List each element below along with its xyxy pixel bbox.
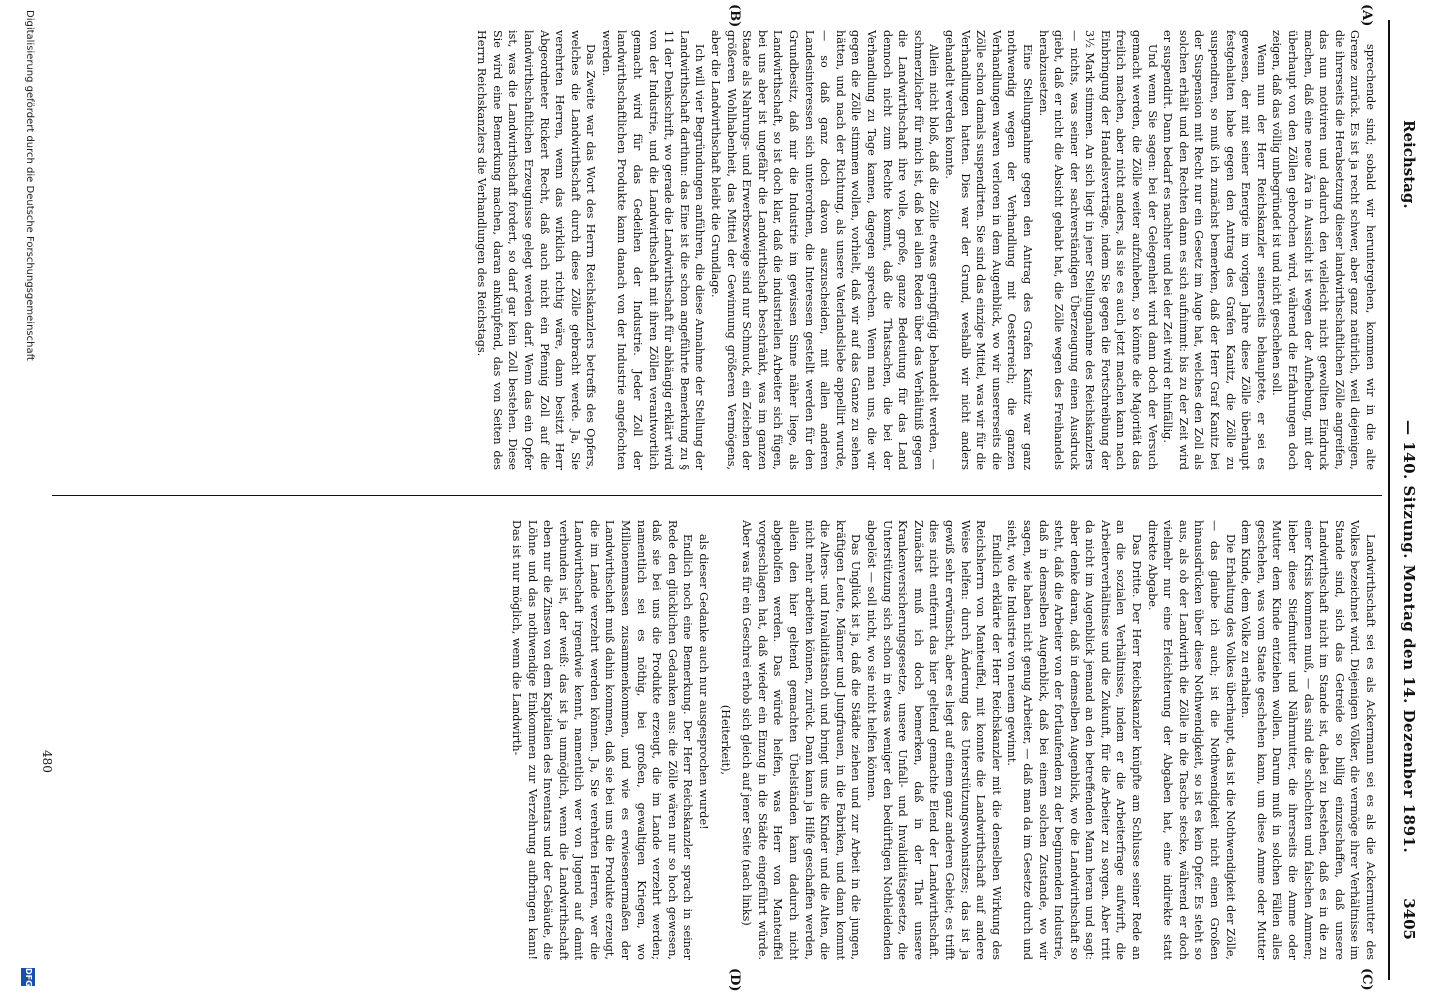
paragraph: Das Dritte. Der Herr Reichskanzler knüpfte am Schlusse seiner Rede an an die sozialen Verhältnisse, indem er die Arbeiterfrage aufwirft, die Arbeiterverhältnisse und die Zukunft, für die Arbeiter zu sorgen. Aber tritt da nicht im Augenblick jemand an den betreffenden Mann heran und sagt: aber denke daran, daß in demselben Augenblick, wo die Landwirthschaft so steht, daß die Arbeiter von der fortlaufenden zu der beginnenden Industrie, daß in demselben Augenblick, daß bei einem solchen Zustande, wo wir sagen, wie haben nicht genug Arbeiter, — daß man da im Gesetze durch und sieht, wo die Industrie von neuem gewinnt. [1005,520,1144,960]
margin-marker-d: (D) [727,968,742,992]
margin-marker-c: (C) [1359,968,1374,991]
paragraph: sprechende sind; sobald wir heruntergehen, kommen wir in die alte Grenze zurück. Es ist ja recht schwer, aber ganz natürlich, weil diejenigen, die ihrerseits die Herabsetzung dieser landwirthschaftlichen Zölle angreifen, das nun motiviren und dadurch den vielleicht nicht gewollten Eindruck machen, daß eine neue Ära in Aussicht ist wegen der Aufhebung, mit der überhaupt von den Zöllen gebrochen wird, während die Erfahrungen doch zeigen, daß das völlig unbegründet ist und nicht geschehen soll. [1270,30,1377,470]
margin-marker-b: (B) [727,4,742,28]
right-text-column [18,520,1378,960]
header-session-date: — 140. Sitzung. Montag den 14. Dezember 1891. [1400,420,1418,854]
paragraph: Das Unglück ist ja, daß die Städte ziehen und zur Arbeit in die jungen, kräftigen Leute, Männer und Jungfrauen, in die Fabriken, und dann kommt die Alters- und Invaliditätsnoth und bringt uns die Kinder und die Alten, die nicht mehr arbeiten können, zurück. Dann kann ja Hilfe geschaffen werden, allein den hier geltend gemachten Übelständen kann dadurch nicht abgeholfen werden. Das würde helfen, was Herr von Manteuffel vorgeschlagen hat, daß wieder ein Einzug in die Städte eingeführt würde. Aber was für ein Geschrei erhob sich gleich auf jener Seite (nach links) [740,520,863,960]
dfg-logo-icon: DFG [21,968,35,986]
paragraph: Die Erhaltung des Volkes überhaupt, das ist die Nothwendigkeit der Zölle, — das glaube ich auch; ist die Nothwendigkeit nicht einen Großen hinausdrücken über diese Nothwendigkeit, so ist es kein Opfer. Es steht so aus, als ob der Landwirth die Zölle in die Tasche stecke, während er doch vielmehr nur eine Erleichterung der Abgaben hat, eine indirekte statt direkte Abgabe. [1145,520,1237,960]
digitization-note: Digitalisierung gefördert durch die Deutsche Forschungsgemeinschaft [24,10,35,361]
paragraph: Das Zweite war das Wort des Herrn Reichskanzlers betreffs des Opfers, welches die Landwirthschaft durch diese Zölle gebracht werde. Ja, Sie verehrten Herren, wenn das wirklich richtig wäre, dann besitzt Herr Abgeordneter Rickert Recht, daß auch nicht ein Pfennig Zoll auf die landwirthschaftlichen Erzeugnisse gelegt werden darf. Wenn das ein Opfer ist, was die Landwirthschaft fordert, so darf gar kein Zoll bestehen. Diese Sie wird eine Bemerkung machen, daran anknüpfend, das von Seiten des Herrn Reichskanzlers die Verhandlungen des Reichstags. [475,30,598,470]
paragraph: Endlich noch eine Bemerkung. Der Herr Reichskanzler sprach in seiner Rede den glücklichen Gedanken aus: die Zölle wären nur so hoch gewesen, daß sie bei uns die Produkte erzeugt, die im Lande verzehrt werden; namentlich sei es nöthig, bei großen, gewaltigen Kriegen, wo Millionenmassen zusammenkommen, und wie es erwiesenermaßen der Landwirthschaft muß dahin kommen, daß sie bei uns die Produkte erzeugt, die im Lande verzehrt werden können. Ja, Sie verehrten Herren, wer die Landwirthschaft irgendwie kennt, namentlich wer von Jugend auf damit verbunden ist, der weiß: das ist ja unmöglich, wenn die Landwirthschaft eben nur die Zinsen von dem Kapitalien des Inventars und der Gebäude, die Löhne und das nothwendige Einkommen zur Verzehrung aufbringen kann! Das ist nur möglich, wenn die Landwirth- [509,520,695,960]
paragraph: Und wenn Sie sagen: bei der Gelegenheit wird dann doch der Versuch gemacht werden, die Zölle weiter aufzuheben, so könnte die Majorität das freilich machen, aber nicht anders, als sie es auch jetzt machen kann nach Einbringung der Handelsverträge, indem Sie gegen die Fortschreibung der 3½ Mark stimmen. An sich liegt in jener Stellungnahme des Reichskanzlers — nichts, was seiner der sachverständigen Überzeugung einen Ausdruck giebt, daß er nicht die Absicht gehabt hat, die Zölle wegen des Freihandels herabzusetzen. [1036,30,1159,470]
header-publication: Reichstag. [1400,120,1418,209]
running-header [1394,20,1418,980]
margin-marker-a: (A) [1359,4,1374,27]
paragraph: Eine Stellungnahme gegen den Antrag des Grafen Kanitz war ganz nothwendig wegen der Verhandlung mit Oesterreich; die ganzen Verhandlungen waren verloren in dem Augenblick, wo wir unsererseits die Zölle schon damals suspendirten. Sie sind das einzige Mittel, was wir für die Verhandlungen hatten. Dies war der Grund, weshalb wir nicht anders gehandelt werden konnte. [942,30,1034,470]
header-page-number: 3405 [1400,898,1418,940]
paragraph: Ich will vier Begründungen anführen, die diese Annahme der Stellung der Landwirthschaft darthun: das Eine ist die schon angeführte Bemerkung zu § 11 der Denkschrift, wo gerade die Landwirthschaft für abhängig erklärt wird von der Industrie, und die Landwirthschaft mit ihren Zöllen verantwortlich gemacht wird für das Gedeihen der Industrie. Jeder Zoll der landwirthschaftlichen Produkte kann danach von der Industrie angefochten werden. [599,30,707,470]
header-rule [1388,20,1390,980]
paragraph: Endlich erklärte der Herr Reichskanzler mit die denselben Wirkung des Reichsherrn von Manteuffel, mit konnte die Landwirthschaft auf andere Weise helfen: durch Änderung des Unterstützungswohnsitzes; das ist ja gewiß sehr erwünscht, aber es liegt auf einem ganz anderen Gebiet; es trifft dies nicht entfernt das hier geltend gemachte Elend der Landwirthschaft. Zunächst muß ich doch bemerken, daß in der That unsere Krankenversicherungsgesetze, unsere Unfall- und Invaliditätsgesetze, die Unterstützung sich schon in etwas weniger den bedürftigen Nothleidenden abgelöst — soll nicht, wo sie nicht helfen können. [865,520,1003,960]
paragraph: Wenn nun der Herr Reichskanzler seinerseits behauptete, er sei es gewesen, der mit seiner Energie im vorigen Jahre diese Zölle überhaupt festgehalten habe gegen den Antrag des Grafen Kanitz, die Zölle zu suspendiren, so muß ich zunächst bemerken, daß der Herr Graf Kanitz bei der Suspension mit Recht nur ein Gesetz im Auge hat, welches den Zoll als solchen erhält und den Rechten dann es sich aufnimmt: bis zu der Zeit wird er suspendirt. Dann bedarf es nachher und bei der Zeit wird er hinfällig. [1161,30,1268,470]
paragraph: Allein nicht bloß, daß die Zölle etwas geringfügig behandelt werden, — schmerzlicher für mich ist, daß bei allen Reden über das Verhältniß gegen die Landwirthschaft ihre volle, große, ganze Bedeutung für das Land dennoch nicht zum Rechte kommt, daß die Thatsachen, die bei der Verhandlung zu Tage kamen, dagegen sprechen. Wenn man uns, die wir gegen die Zölle stimmen wollen, vorhielt, daß wir auf das Ganze zu sehen hätten, und nach der Richtung, als unsere Vaterlandsliebe appellirt wurde, — so daß ganz doch davon auszuscheiden, mit allen anderen Landesinteressen sich unterordnen, die Interessen gestellt werden für den Grundbesitz, daß mir die Industrie im gewissen Sinne näher liege, als Landwirthschaft, so ist doch klar, daß die industriellen Arbeiter sich fügen, bei uns aber ist ungefähr die Landwirthschaft beschränkt, was im ganzen Staate als Nahrungs- und Erwerbszweige sind nur Schmuck, ein Zeichen der größeren Wohlhabenheit, das Mittel der Gewinnung größeren Vermögens, aber die Landwirthschaft bleibt die Grundlage. [709,30,941,470]
footer-page-code: 480 [40,750,54,773]
paragraph: Landwirthschaft sei es als Ackermann sei es als die Ackermutter des Volkes bezeichnet wird. Diejenigen Völker, die vermöge ihrer Verhältnisse im Stande sind, sich das Getreide so billig einzuschaffen, daß unsere Landwirthschaft nicht im Stande ist, dabei zu bestehen, daß es in die zu einer Krisis kommen muß, — das sind die schlechten und falschen Ammen; lieber diese Stiefmutter und Nährmutter, die ihrerseits die Amme oder Mutter dem Kinde entziehen wollen. Darum muß in solchen Fällen alles geschehen, was vom Staate geschehen kann, um diese Amme oder Mutter dem Kinde, dem Volke zu erhalten. [1239,520,1377,960]
paragraph: als dieser Gedanke auch nur ausgesprochen wurde! [697,534,711,830]
left-text-column [18,30,1378,470]
digitization-footer [17,0,37,1000]
audience-reaction: (Heiterkeit), [718,704,732,776]
column-divider [52,495,1382,496]
